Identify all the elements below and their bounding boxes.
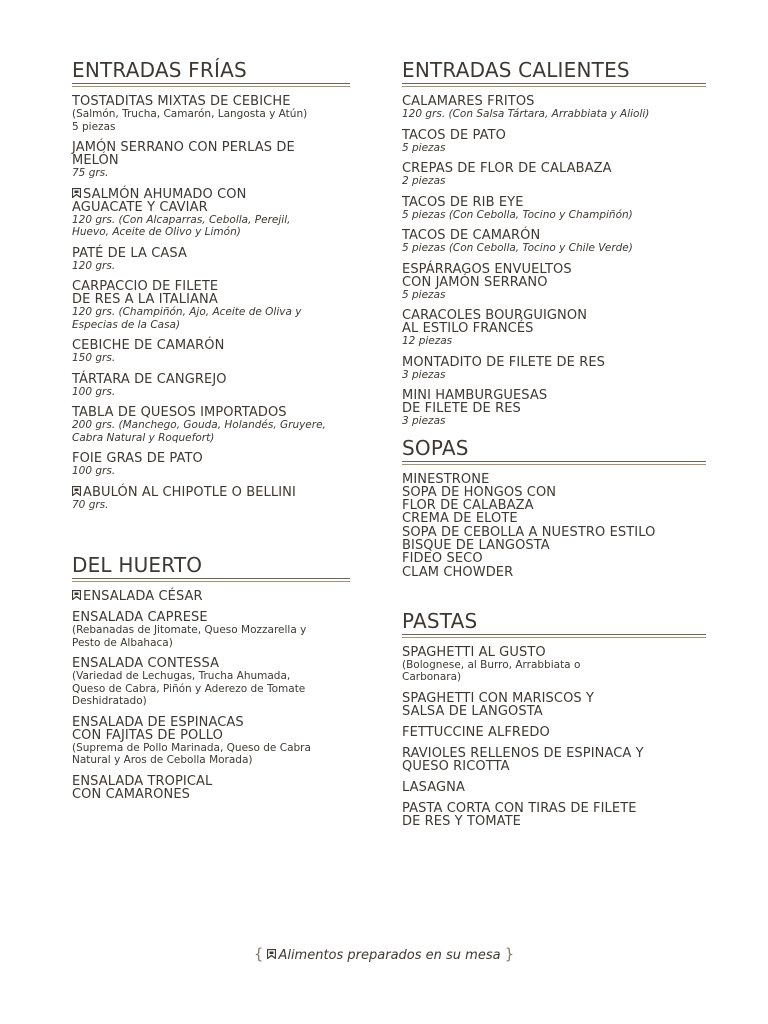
- menu-item: [72, 775, 350, 801]
- menu-item-description: 3 piezas: [402, 415, 446, 427]
- menu-item: [72, 141, 350, 180]
- menu-item-description: 120 grs. (Con Salsa Tártara, Arrabbiata y Alioli): [402, 108, 650, 120]
- menu-item-name: [72, 657, 350, 670]
- menu-item-label: ENSALADA TROPICAL CON CAMARONES: [72, 773, 213, 802]
- menu-item-description: 5 piezas: [402, 141, 446, 154]
- section-title: ENTRADAS CALIENTES: [402, 58, 630, 82]
- menu-item-description: (Rebanadas de Jitomate, Queso Mozzarella y Pesto de Albahaca): [72, 624, 307, 649]
- left-column: [72, 58, 350, 809]
- menu-item: [402, 389, 706, 428]
- menu-item-label: TACOS DE CAMARÓN: [402, 228, 541, 243]
- menu-item: [72, 657, 350, 708]
- menu-item-description: (Bolognese, al Burro, Arrabbiata o Carbonara): [402, 658, 581, 684]
- menu-item: [72, 406, 350, 444]
- section-divider: [402, 461, 706, 466]
- menu-item-description: 3 piezas: [402, 368, 446, 381]
- menu-item-name: [402, 129, 706, 142]
- soup-item: MINESTRONE: [402, 471, 490, 487]
- menu-item-name: [72, 95, 350, 108]
- menu-item-description: 5 piezas (Con Cebolla, Tocino y Champiñón): [402, 208, 633, 221]
- menu-item-description: 5 piezas: [402, 288, 446, 301]
- menu-item-name: [402, 747, 706, 773]
- menu-item-label: PATÉ DE LA CASA: [72, 245, 187, 261]
- soup-item: BISQUE DE LANGOSTA: [402, 537, 550, 553]
- menu-item-label: CARPACCIO DE FILETE DE RES A LA ITALIANA: [72, 279, 219, 307]
- menu-item-name: [72, 247, 350, 260]
- menu-item-name: [402, 781, 706, 794]
- menu-item-label: TACOS DE RIB EYE: [402, 194, 524, 210]
- menu-item-description: 70 grs.: [72, 498, 109, 511]
- soup-list: [402, 473, 706, 579]
- footer-text: Alimentos preparados en su mesa: [278, 948, 501, 963]
- menu-item: [402, 692, 706, 718]
- menu-item-label: SPAGHETTI CON MARISCOS Y SALSA DE LANGOSTA: [402, 690, 595, 719]
- menu-item: [402, 196, 706, 222]
- menu-item-label: FETTUCCINE ALFREDO: [402, 724, 550, 740]
- menu-item-name: [72, 590, 350, 603]
- menu-item-label: ENSALADA CONTESSA: [72, 656, 220, 671]
- menu-item-label: TABLA DE QUESOS IMPORTADOS: [72, 405, 287, 420]
- footer-note: [0, 945, 768, 963]
- menu-item: [72, 280, 350, 331]
- menu-item-label: TOSTADITAS MIXTAS DE CEBICHE: [72, 94, 291, 109]
- menu-item-description: (Suprema de Pollo Marinada, Queso de Cabra Natural y Aros de Cebolla Morada): [72, 741, 311, 766]
- menu-item-name: [402, 802, 706, 828]
- menu-item-name: [72, 373, 350, 386]
- menu-item-label: CARACOLES BOURGUIGNON AL ESTILO FRANCÉS: [402, 308, 588, 336]
- menu-item-description: 75 grs.: [72, 167, 109, 179]
- menu-item-name: [402, 356, 706, 369]
- menu-item-description: 100 grs.: [72, 465, 116, 477]
- menu-item-description: 100 grs.: [72, 385, 116, 398]
- menu-item-name: [72, 486, 350, 499]
- menu-item-label: RAVIOLES RELLENOS DE ESPINACA Y QUESO RICOTTA: [402, 745, 644, 774]
- menu-item: [72, 486, 350, 512]
- menu-item-description: (Variedad de Lechugas, Trucha Ahumada, Queso de Cabra, Piñón y Aderezo de Tomate Deshidratado): [72, 670, 306, 707]
- tableside-flag-icon: [72, 590, 81, 600]
- menu-item-description: (Salmón, Trucha, Camarón, Langosta y Atún) 5 piezas: [72, 108, 308, 133]
- menu-item: [402, 162, 706, 188]
- menu-item: [72, 339, 350, 365]
- section-title: SOPAS: [402, 435, 469, 460]
- menu-item-label: ENSALADA CÉSAR: [83, 589, 203, 604]
- menu-item-description: 5 piezas (Con Cebolla, Tocino y Chile Verde): [402, 242, 633, 254]
- menu-item-label: TÁRTARA DE CANGREJO: [72, 371, 227, 387]
- menu-item-label: JAMÓN SERRANO CON PERLAS DE MELÓN: [72, 140, 295, 168]
- menu-item-label: LASAGNA: [402, 779, 465, 795]
- menu-item-label: FOIE GRAS DE PATO: [72, 451, 203, 466]
- menu-item-name: [402, 162, 706, 175]
- menu-item-label: PASTA CORTA CON TIRAS DE FILETE DE RES Y TOMATE: [402, 800, 637, 829]
- section-title: PASTAS: [402, 608, 478, 633]
- menu-item: [402, 726, 706, 739]
- menu-item-name: [72, 188, 350, 214]
- menu-item-name: [402, 726, 706, 739]
- soup-item: SOPA DE CEBOLLA A NUESTRO ESTILO: [402, 524, 656, 540]
- menu-item: [402, 747, 706, 773]
- section-title: ENTRADAS FRÍAS: [72, 58, 247, 82]
- menu-item-label: ENSALADA DE ESPINACAS CON FAJITAS DE POLLO: [72, 714, 244, 743]
- menu-item: [402, 781, 706, 794]
- section-title: DEL HUERTO: [72, 553, 203, 577]
- menu-item: [402, 802, 706, 828]
- menu-section: [72, 553, 350, 801]
- menu-section: [402, 609, 706, 828]
- section-divider: [72, 83, 350, 88]
- menu-item-name: [72, 716, 350, 742]
- menu-item-name: [402, 263, 706, 289]
- tableside-flag-icon: [72, 188, 81, 198]
- menu-item-label: ABULÓN AL CHIPOTLE O BELLINI: [83, 484, 296, 500]
- menu-item-label: SPAGHETTI AL GUSTO: [402, 644, 546, 660]
- menu-item: [402, 309, 706, 348]
- menu-item: [72, 95, 350, 133]
- menu-item-name: [402, 309, 706, 335]
- menu-item-name: [402, 389, 706, 415]
- soup-item: CLAM CHOWDER: [402, 564, 514, 580]
- menu-item-label: MONTADITO DE FILETE DE RES: [402, 354, 606, 370]
- menu-item-description: 120 grs. (Con Alcaparras, Cebolla, Perejil, Huevo, Aceite de Olivo y Limón): [72, 213, 291, 238]
- menu-item-name: [72, 141, 350, 167]
- menu-item-description: 2 piezas: [402, 175, 446, 187]
- menu-item-name: [402, 692, 706, 718]
- menu-item: [402, 263, 706, 302]
- soup-item: FIDEO SECO: [402, 551, 483, 567]
- menu-item-name: [402, 95, 706, 108]
- menu-item-label: CALAMARES FRITOS: [402, 94, 535, 109]
- right-column: [402, 58, 706, 836]
- menu-section: [402, 436, 706, 579]
- menu-item: [72, 452, 350, 478]
- menu-item-label: TACOS DE PATO: [402, 127, 507, 143]
- menu-item-label: CREPAS DE FLOR DE CALABAZA: [402, 161, 612, 176]
- menu-section: [402, 58, 706, 428]
- tableside-flag-icon: [267, 949, 276, 959]
- menu-item: [72, 247, 350, 273]
- menu-item-description: 200 grs. (Manchego, Gouda, Holandés, Gruyere, Cabra Natural y Roquefort): [72, 419, 326, 444]
- section-divider: [72, 578, 350, 583]
- menu-item: [72, 373, 350, 399]
- menu-item-name: [72, 775, 350, 801]
- menu-item-label: SALMÓN AHUMADO CON AGUACATE Y CAVIAR: [72, 186, 247, 215]
- soup-item: SOPA DE HONGOS CON: [402, 484, 557, 500]
- menu-item-label: ESPÁRRAGOS ENVUELTOS CON JAMÓN SERRANO: [402, 261, 572, 290]
- menu-item-name: [72, 406, 350, 419]
- soup-item: FLOR DE CALABAZA: [402, 498, 534, 514]
- menu-item-description: 12 piezas: [402, 335, 453, 347]
- menu-item-name: [402, 646, 706, 659]
- section-divider: [402, 634, 706, 639]
- menu-item: [402, 229, 706, 255]
- menu-item-name: [402, 229, 706, 242]
- section-divider: [402, 83, 706, 88]
- menu-item-description: 120 grs.: [72, 259, 116, 272]
- footer-close-brace: }: [504, 945, 515, 963]
- menu-item: [72, 188, 350, 239]
- menu-item-name: [72, 611, 350, 624]
- menu-item-name: [72, 280, 350, 306]
- menu-item: [72, 716, 350, 767]
- menu-item-name: [72, 452, 350, 465]
- menu-item-name: [402, 196, 706, 209]
- menu-item-description: 120 grs. (Champiñón, Ajo, Aceite de Oliva y Especias de la Casa): [72, 306, 302, 331]
- menu-item: [72, 611, 350, 649]
- menu-item: [72, 590, 350, 603]
- menu-section: [72, 58, 350, 511]
- footer-open-brace: {: [253, 945, 264, 963]
- menu-item: [402, 646, 706, 684]
- soup-item: CREMA DE ELOTE: [402, 511, 518, 527]
- menu-item-label: CEBICHE DE CAMARÓN: [72, 338, 225, 353]
- menu-item-label: MINI HAMBURGUESAS DE FILETE DE RES: [402, 388, 548, 416]
- tableside-flag-icon: [72, 486, 81, 496]
- menu-item: [402, 95, 706, 121]
- menu-item-name: [72, 339, 350, 352]
- menu-item: [402, 356, 706, 382]
- menu-item-description: 150 grs.: [72, 352, 116, 364]
- menu-item-label: ENSALADA CAPRESE: [72, 610, 208, 625]
- menu-item: [402, 129, 706, 155]
